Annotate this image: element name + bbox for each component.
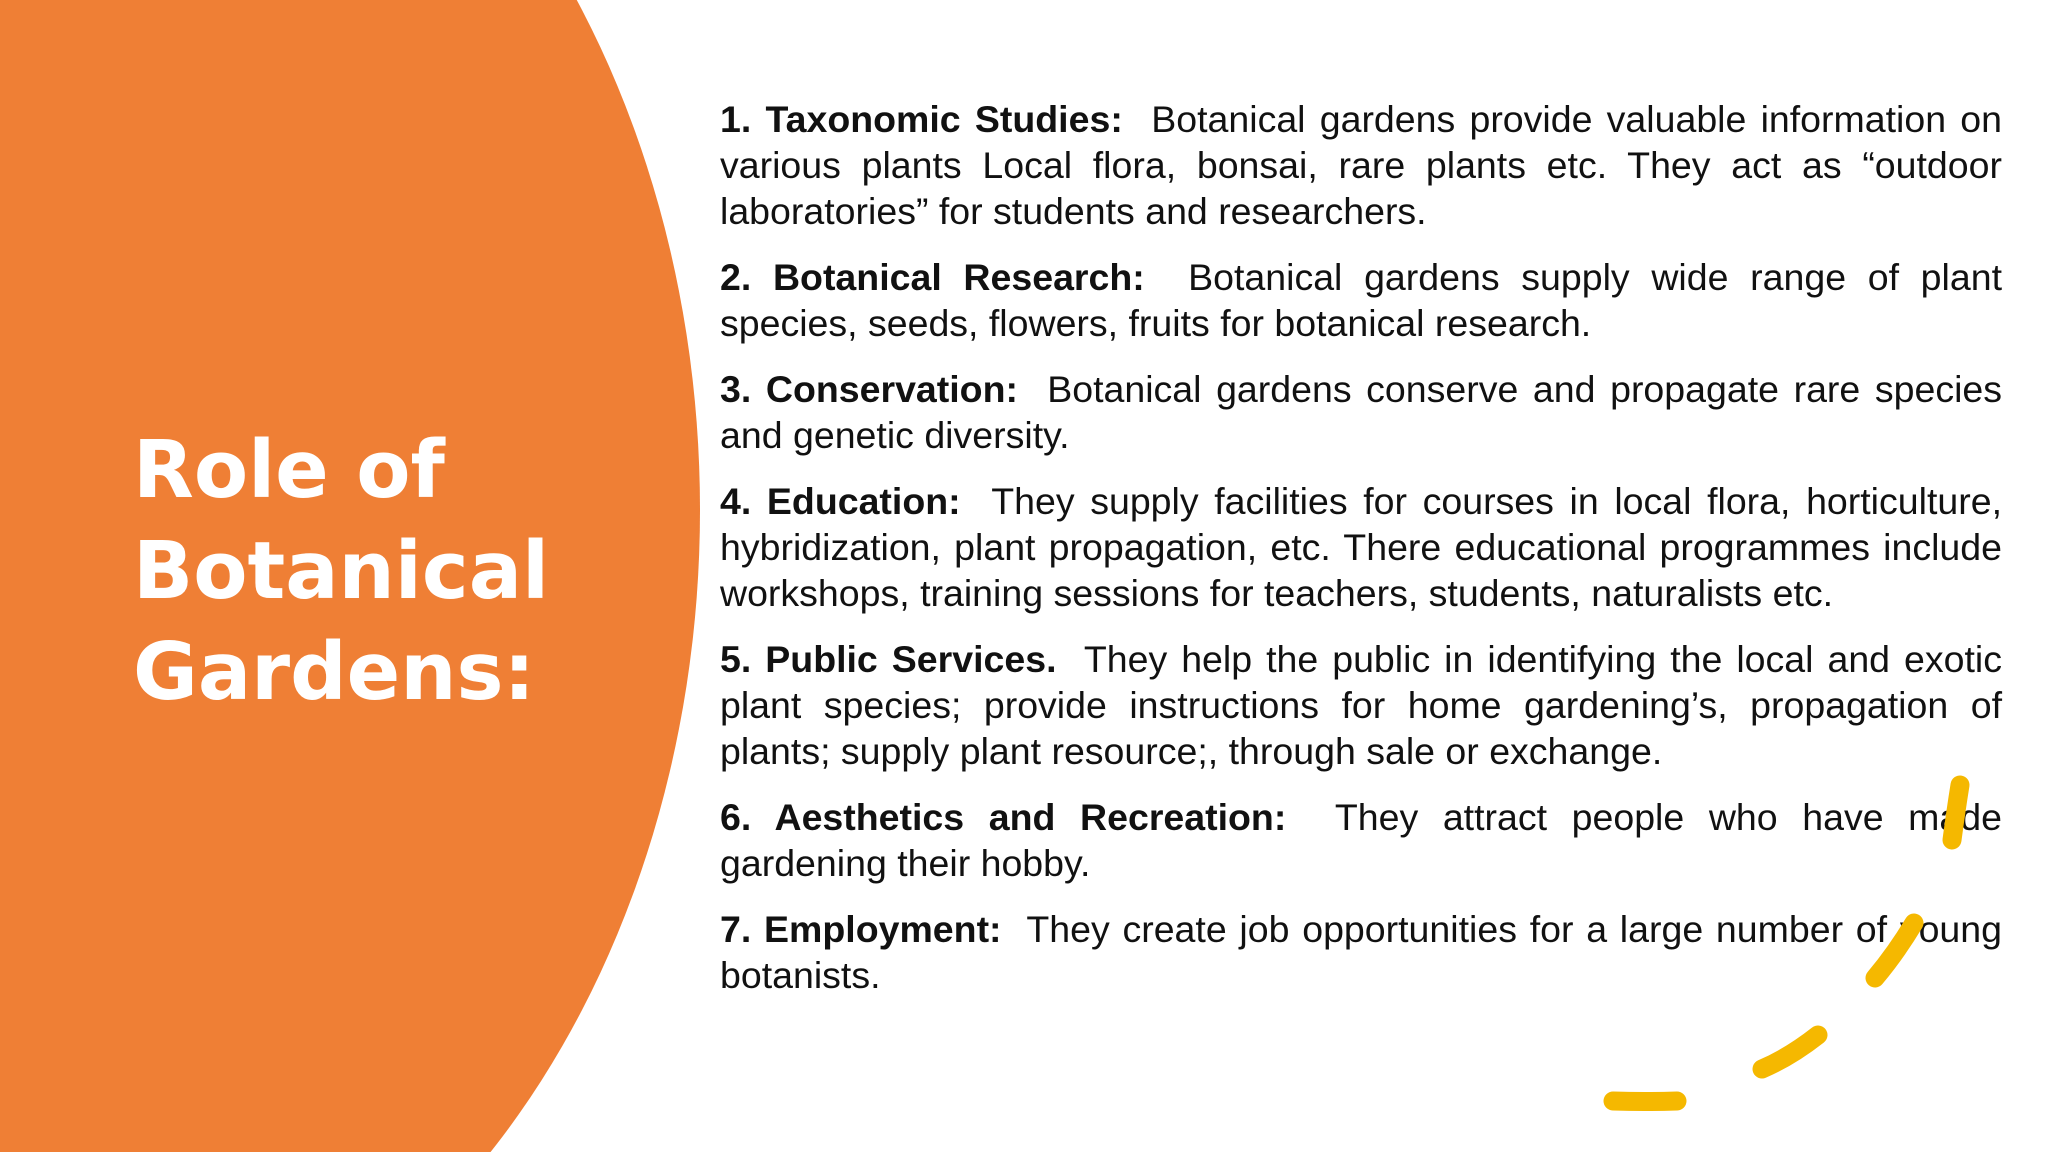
item-text: They help the public in identifying the local and exotic plant species; provide instructions for home gardening’s, propagation of plants; supply plant resource;, through sale or exchange. — [720, 638, 2002, 772]
item-heading: 5. Public Services. — [720, 638, 1057, 680]
item-text: They attract people who have made gardening their hobby. — [720, 796, 2002, 884]
item-text: Botanical gardens provide valuable information on various plants Local flora, bonsai, rare plants etc. They act as “outdoor laboratories” for students and researchers. — [720, 98, 2003, 232]
item-heading: 6. Aesthetics and Recreation: — [720, 796, 1287, 838]
item-heading: 1. Taxonomic Studies: — [720, 98, 1123, 140]
item-heading: 7. Employment: — [720, 908, 1002, 950]
list-item-public-services — [720, 636, 2002, 774]
item-text: Botanical gardens supply wide range of plant species, seeds, flowers, fruits for botanical research. — [720, 256, 2002, 344]
item-heading: 4. Education: — [720, 480, 961, 522]
curve-dash-3 — [1762, 1035, 1818, 1069]
list-item-conservation — [720, 366, 2002, 458]
roles-list — [720, 96, 2002, 1018]
title-line-1: Role of — [133, 424, 445, 516]
title-line-3: Gardens: — [133, 626, 536, 718]
list-item-education — [720, 478, 2002, 616]
item-text: They create job opportunities for a large number of young botanists. — [720, 908, 2002, 996]
item-text: Botanical gardens conserve and propagate rare species and genetic diversity. — [720, 368, 2003, 456]
list-item-taxonomic-studies — [720, 96, 2002, 234]
slide-title — [133, 420, 633, 723]
list-item-botanical-research — [720, 254, 2002, 346]
title-line-2: Botanical — [133, 525, 550, 617]
item-text: They supply facilities for courses in local flora, horticulture, hybridization, plant propagation, etc. There educational programmes include workshops, training sessions for teachers, students, naturalists etc. — [720, 480, 2002, 614]
item-heading: 3. Conservation: — [720, 368, 1018, 410]
list-item-employment — [720, 906, 2002, 998]
item-heading: 2. Botanical Research: — [720, 256, 1145, 298]
list-item-aesthetics-recreation — [720, 794, 2002, 886]
curve-dash-4 — [1613, 1101, 1677, 1102]
